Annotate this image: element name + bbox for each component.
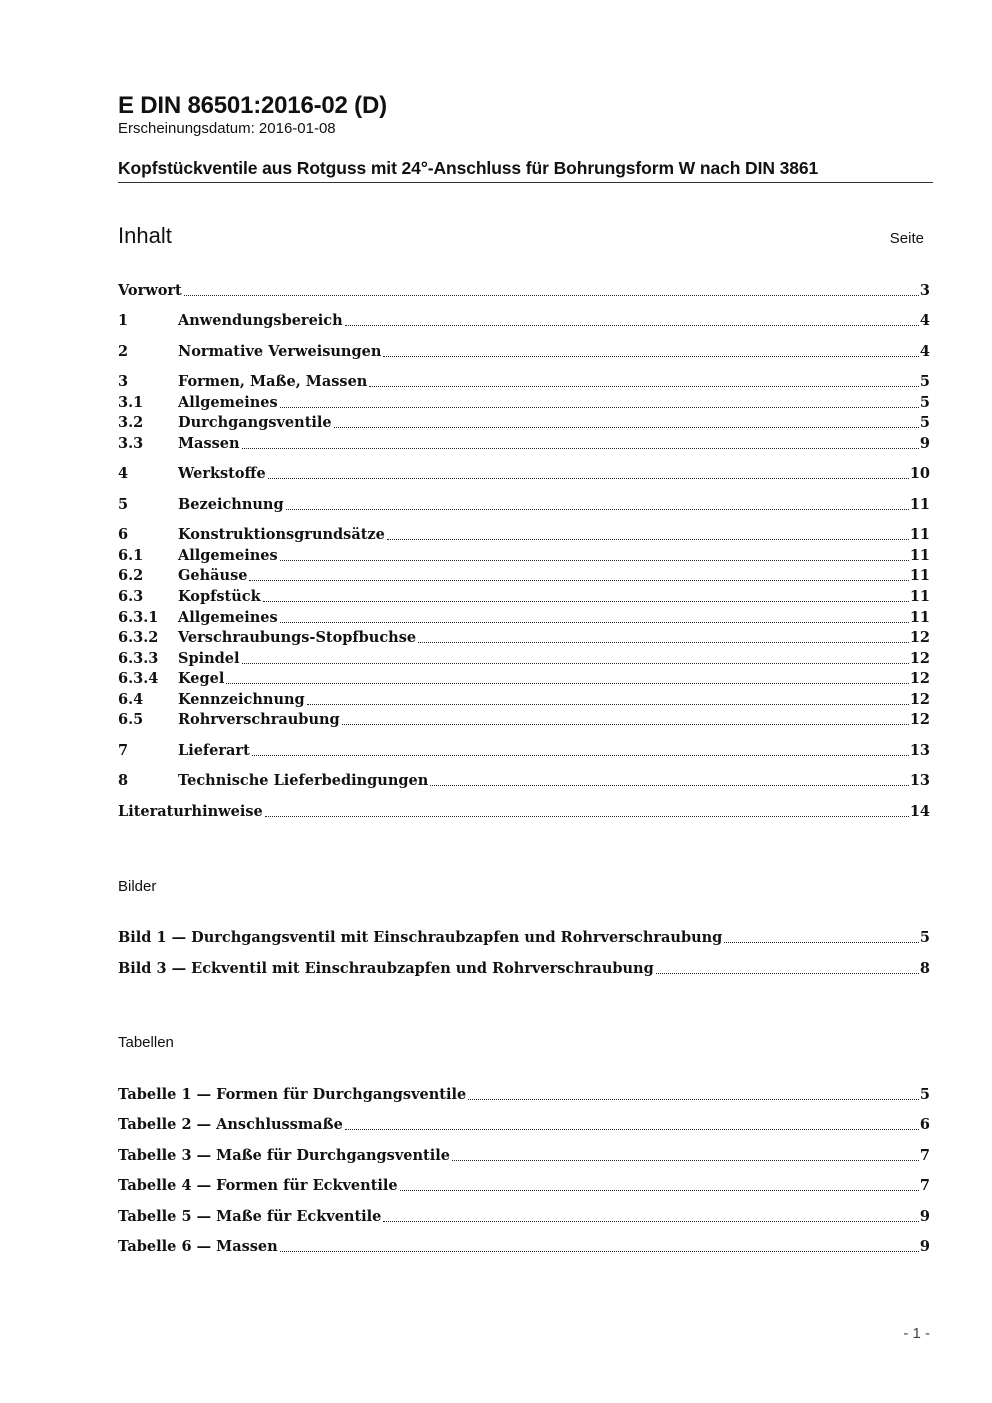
toc-entry[interactable]	[118, 668, 930, 688]
entry-number: 3.3	[118, 435, 144, 452]
dot-leader	[184, 295, 919, 296]
entry-page-number: 11	[909, 609, 930, 626]
toc-entry[interactable]	[118, 801, 930, 821]
entry-title: Bild 3 — Eckventil mit Einschraubzapfen und Rohrverschraubung	[118, 960, 654, 977]
publication-date: Erscheinungsdatum: 2016-01-08	[118, 120, 336, 137]
entry-title: Technische Lieferbedingungen	[178, 772, 429, 789]
page-number: - 1 -	[903, 1325, 930, 1342]
toc-entry[interactable]	[118, 310, 930, 330]
entry-number: 1	[118, 312, 129, 329]
entry-page-number: 3	[919, 282, 930, 299]
toc-entry[interactable]	[118, 371, 930, 391]
dot-leader	[307, 704, 909, 705]
toc-entry[interactable]	[118, 958, 930, 978]
toc-entry[interactable]	[118, 494, 930, 514]
entry-page-number: 4	[919, 343, 930, 360]
toc-entry[interactable]	[118, 648, 930, 668]
entry-number: 7	[118, 742, 129, 759]
toc-entry[interactable]	[118, 1114, 930, 1134]
entry-title: Bezeichnung	[178, 496, 284, 513]
toc-entry[interactable]	[118, 1084, 930, 1104]
toc-entry[interactable]	[118, 1145, 930, 1165]
dot-leader	[280, 560, 909, 561]
entry-page-number: 6	[919, 1116, 930, 1133]
dot-leader	[387, 539, 909, 540]
dot-leader	[280, 622, 909, 623]
dot-leader	[383, 1221, 919, 1222]
toc-entry[interactable]	[118, 463, 930, 483]
entry-title: Tabelle 2 — Anschlussmaße	[118, 1116, 343, 1133]
tables-heading: Tabellen	[118, 1034, 174, 1051]
entry-page-number: 9	[919, 1238, 930, 1255]
entry-page-number: 5	[919, 929, 930, 946]
toc-entry[interactable]	[118, 433, 930, 453]
dot-leader	[418, 642, 909, 643]
entry-title: Kegel	[178, 670, 225, 687]
entry-title: Allgemeines	[178, 394, 278, 411]
entry-page-number: 11	[909, 526, 930, 543]
entry-page-number: 7	[919, 1177, 930, 1194]
entry-page-number: 11	[909, 588, 930, 605]
entry-page-number: 12	[909, 629, 930, 646]
entry-page-number: 7	[919, 1147, 930, 1164]
entry-title: Allgemeines	[178, 609, 278, 626]
entry-number: 6.1	[118, 547, 144, 564]
entry-title: Durchgangsventile	[178, 414, 332, 431]
toc-entry[interactable]	[118, 709, 930, 729]
entry-title: Spindel	[178, 650, 240, 667]
dot-leader	[268, 478, 909, 479]
entry-title: Rohrverschraubung	[178, 711, 340, 728]
entry-number: 6.2	[118, 567, 144, 584]
entry-title: Anwendungsbereich	[178, 312, 343, 329]
entry-number: 6	[118, 526, 129, 543]
entry-page-number: 9	[919, 1208, 930, 1225]
toc-entry[interactable]	[118, 280, 930, 300]
entry-number: 3.2	[118, 414, 144, 431]
entry-title: Massen	[178, 435, 240, 452]
entry-title: Allgemeines	[178, 547, 278, 564]
toc-heading: Inhalt	[118, 223, 172, 248]
entry-title: Gehäuse	[178, 567, 248, 584]
dot-leader	[345, 325, 919, 326]
entry-title: Tabelle 5 — Maße für Eckventile	[118, 1208, 382, 1225]
toc-entry[interactable]	[118, 565, 930, 585]
dot-leader	[468, 1099, 919, 1100]
entry-title: Tabelle 3 — Maße für Durchgangsventile	[118, 1147, 450, 1164]
entry-number: 8	[118, 772, 129, 789]
entry-title: Verschraubungs-Stopfbuchse	[178, 629, 417, 646]
dot-leader	[286, 509, 909, 510]
entry-title: Werkstoffe	[178, 465, 266, 482]
entry-number: 4	[118, 465, 129, 482]
toc-entry[interactable]	[118, 689, 930, 709]
entry-title: Tabelle 4 — Formen für Eckventile	[118, 1177, 398, 1194]
entry-title: Tabelle 1 — Formen für Durchgangsventile	[118, 1086, 467, 1103]
dot-leader	[242, 663, 909, 664]
entry-page-number: 10	[909, 465, 930, 482]
entry-page-number: 5	[919, 373, 930, 390]
entry-page-number: 14	[909, 803, 930, 820]
entry-title: Konstruktionsgrundsätze	[178, 526, 385, 543]
toc-entry[interactable]	[118, 524, 930, 544]
toc-entry[interactable]	[118, 1175, 930, 1195]
entry-title: Kopfstück	[178, 588, 261, 605]
toc-entry[interactable]	[118, 927, 930, 947]
dot-leader	[724, 942, 919, 943]
document-title: E DIN 86501:2016-02 (D)	[118, 92, 387, 119]
entry-title: Vorwort	[118, 282, 182, 299]
entry-page-number: 11	[909, 567, 930, 584]
entry-number: 3.1	[118, 394, 144, 411]
entry-number: 5	[118, 496, 129, 513]
entry-number: 6.5	[118, 711, 144, 728]
entry-page-number: 13	[909, 742, 930, 759]
entry-number: 6.3.3	[118, 650, 159, 667]
entry-title: Formen, Maße, Massen	[178, 373, 368, 390]
entry-page-number: 4	[919, 312, 930, 329]
toc-entry[interactable]	[118, 545, 930, 565]
entry-page-number: 5	[919, 1086, 930, 1103]
dot-leader	[265, 816, 909, 817]
dot-leader	[452, 1160, 919, 1161]
dot-leader	[342, 724, 909, 725]
toc-entry[interactable]	[118, 412, 930, 432]
toc-page-column-label: Seite	[889, 230, 924, 247]
entry-page-number: 5	[919, 414, 930, 431]
figures-heading: Bilder	[118, 878, 157, 895]
entry-page-number: 12	[909, 691, 930, 708]
document-subtitle: Kopfstückventile aus Rotguss mit 24°-Anschluss für Bohrungsform W nach DIN 3861	[118, 158, 933, 183]
dot-leader	[252, 755, 909, 756]
entry-page-number: 9	[919, 435, 930, 452]
entry-title: Kennzeichnung	[178, 691, 305, 708]
toc-entry[interactable]	[118, 392, 930, 412]
entry-number: 3	[118, 373, 129, 390]
toc-entry[interactable]	[118, 341, 930, 361]
entry-page-number: 11	[909, 547, 930, 564]
toc-entry[interactable]	[118, 1236, 930, 1256]
entry-title: Bild 1 — Durchgangsventil mit Einschraubzapfen und Rohrverschraubung	[118, 929, 723, 946]
toc-entry[interactable]	[118, 627, 930, 647]
entry-number: 6.3.4	[118, 670, 159, 687]
entry-title: Normative Verweisungen	[178, 343, 382, 360]
dot-leader	[226, 683, 908, 684]
entry-title: Literaturhinweise	[118, 803, 263, 820]
entry-title: Lieferart	[178, 742, 250, 759]
dot-leader	[383, 356, 919, 357]
entry-number: 6.3	[118, 588, 144, 605]
toc-entry[interactable]	[118, 740, 930, 760]
toc-entry[interactable]	[118, 586, 930, 606]
entry-number: 6.3.2	[118, 629, 159, 646]
toc-entry[interactable]	[118, 607, 930, 627]
entry-page-number: 5	[919, 394, 930, 411]
entry-number: 6.4	[118, 691, 144, 708]
dot-leader	[345, 1129, 919, 1130]
dot-leader	[656, 973, 919, 974]
entry-number: 2	[118, 343, 129, 360]
dot-leader	[242, 448, 919, 449]
entry-page-number: 12	[909, 711, 930, 728]
dot-leader	[263, 601, 909, 602]
entry-page-number: 11	[909, 496, 930, 513]
entry-page-number: 13	[909, 772, 930, 789]
dot-leader	[430, 785, 909, 786]
entry-number: 6.3.1	[118, 609, 159, 626]
dot-leader	[400, 1190, 919, 1191]
entry-page-number: 12	[909, 650, 930, 667]
toc-entry[interactable]	[118, 1206, 930, 1226]
dot-leader	[334, 427, 919, 428]
entry-title: Tabelle 6 — Massen	[118, 1238, 278, 1255]
dot-leader	[369, 386, 919, 387]
dot-leader	[280, 1251, 919, 1252]
dot-leader	[280, 407, 919, 408]
entry-page-number: 8	[919, 960, 930, 977]
toc-entry[interactable]	[118, 770, 930, 790]
entry-page-number: 12	[909, 670, 930, 687]
dot-leader	[249, 580, 908, 581]
